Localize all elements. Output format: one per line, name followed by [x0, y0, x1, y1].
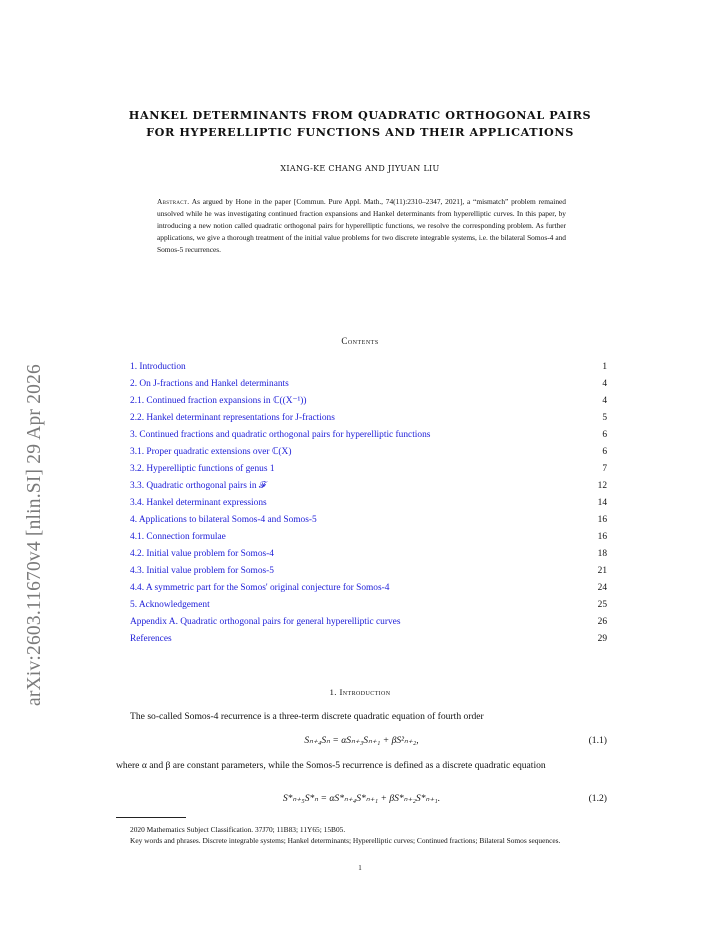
toc-page-number: 5: [602, 413, 607, 423]
paper-title-line-1: HANKEL DETERMINANTS FROM QUADRATIC ORTHOGONAL PAIRS: [128, 108, 592, 122]
intro-paragraph-1: The so-called Somos-4 recurrence is a three-term discrete quadratic equation of fourth order: [130, 711, 484, 722]
toc-entry-link[interactable]: 5. Acknowledgement: [130, 600, 210, 610]
abstract-text: As argued by Hone in the paper [Commun. Pure Appl. Math., 74(11):2310–2347, 2021], a “mismatch” problem remained unsolved while he was investigating continued fraction expansions and Hankel determinants from hyperelliptic curves. In this paper, by introducing a new notion called quadratic orthogonal pairs for hyperelliptic functions, we resolve the corresponding problem. As further applications, we give a thorough treatment of the initial value problems for two discrete integrable systems, i.e. the bilateral Somos-4 and Somos-5 recurrences.: [157, 197, 566, 254]
toc-entry[interactable]: [130, 444, 607, 461]
toc-entry[interactable]: [130, 393, 607, 410]
abstract-label: Abstract.: [157, 197, 190, 206]
toc-entry-link[interactable]: 4.4. A symmetric part for the Somos' original conjecture for Somos-4: [130, 583, 390, 593]
toc-entry[interactable]: [130, 546, 607, 563]
equation-number: (1.1): [588, 735, 607, 746]
toc-entry[interactable]: [130, 410, 607, 427]
toc-entry-link[interactable]: 4.2. Initial value problem for Somos-4: [130, 549, 274, 559]
equation-number: (1.2): [588, 793, 607, 804]
toc-entry[interactable]: [130, 597, 607, 614]
arxiv-id-text: arXiv:2603.11670v4 [nlin.SI] 29 Apr 2026: [24, 363, 45, 706]
toc-entry-link[interactable]: 1. Introduction: [130, 362, 186, 372]
equation-formula: S*ₙ₊₅S*ₙ = αS*ₙ₊₄S*ₙ₊₁ + βS*ₙ₊₂S*ₙ₊₁.: [282, 793, 441, 804]
toc-page-number: 6: [602, 447, 607, 457]
toc-page-number: 26: [597, 617, 607, 627]
toc-entry-link[interactable]: 2. On J-fractions and Hankel determinants: [130, 379, 289, 389]
toc-page-number: 4: [602, 396, 607, 406]
toc-page-number: 7: [602, 464, 607, 474]
toc-entry-link[interactable]: 4. Applications to bilateral Somos-4 and Somos-5: [130, 515, 317, 525]
toc-page-number: 16: [597, 515, 607, 525]
equation-formula: Sₙ₊₄Sₙ = αSₙ₊₃Sₙ₊₁ + βS²ₙ₊₂,: [304, 735, 419, 746]
toc-entry-link[interactable]: 3. Continued fractions and quadratic orthogonal pairs for hyperelliptic functions: [130, 430, 431, 440]
footnote-keywords: Key words and phrases. Discrete integrable systems; Hankel determinants; Hyperelliptic curves; Continued fractions; Bilateral Somos sequences.: [130, 836, 561, 845]
equation-1-2: [116, 793, 607, 809]
footnote-rule: [116, 817, 186, 818]
toc-page-number: 24: [597, 583, 607, 593]
toc-entry[interactable]: [130, 580, 607, 597]
contents-heading: Contents: [341, 336, 379, 346]
toc-entry-link[interactable]: 3.3. Quadratic orthogonal pairs in 𝓕: [130, 481, 266, 491]
toc-page-number: 1: [602, 362, 607, 372]
toc-page-number: 4: [602, 379, 607, 389]
toc-entry[interactable]: [130, 529, 607, 546]
authors: XIANG-KE CHANG AND JIYUAN LIU: [280, 164, 440, 173]
toc-entry-link[interactable]: References: [130, 634, 172, 644]
toc-page-number: 12: [597, 481, 607, 491]
equation-1-1: [116, 735, 607, 751]
toc-page-number: 14: [597, 498, 607, 508]
toc-entry[interactable]: [130, 563, 607, 580]
toc-entry[interactable]: [130, 512, 607, 529]
page-number: 1: [358, 864, 362, 872]
toc-page-number: 6: [602, 430, 607, 440]
toc-entry[interactable]: [130, 631, 607, 648]
footnote-msc: 2020 Mathematics Subject Classification. 37J70; 11B83; 11Y65; 15B05.: [130, 825, 346, 834]
toc-page-number: 21: [597, 566, 607, 576]
toc-entry-link[interactable]: Appendix A. Quadratic orthogonal pairs for general hyperelliptic curves: [130, 617, 401, 627]
toc-page-number: 18: [597, 549, 607, 559]
intro-paragraph-2: where α and β are constant parameters, while the Somos-5 recurrence is defined as a discrete quadratic equation: [116, 760, 546, 771]
toc-entry-link[interactable]: 2.1. Continued fraction expansions in ℂ((X⁻¹)): [130, 396, 307, 406]
toc-entry[interactable]: [130, 461, 607, 478]
paper-title-line-2: FOR HYPERELLIPTIC FUNCTIONS AND THEIR APPLICATIONS: [146, 125, 574, 139]
toc-page-number: 16: [597, 532, 607, 542]
section-heading: [0, 687, 720, 697]
toc-entry[interactable]: [130, 376, 607, 393]
section-title: Introduction: [339, 687, 391, 697]
toc-entry[interactable]: [130, 478, 607, 495]
toc-page-number: 25: [597, 600, 607, 610]
toc-entry[interactable]: [130, 427, 607, 444]
toc-entry-link[interactable]: 3.1. Proper quadratic extensions over ℂ(X): [130, 447, 292, 457]
abstract: [157, 196, 566, 256]
toc-entry[interactable]: [130, 614, 607, 631]
toc-entry-link[interactable]: 4.1. Connection formulae: [130, 532, 226, 542]
toc-entry-link[interactable]: 3.2. Hyperelliptic functions of genus 1: [130, 464, 275, 474]
toc-entry-link[interactable]: 4.3. Initial value problem for Somos-5: [130, 566, 274, 576]
toc-entry[interactable]: [130, 359, 607, 376]
section-number: 1.: [329, 687, 337, 697]
toc-entry-link[interactable]: 2.2. Hankel determinant representations for J-fractions: [130, 413, 335, 423]
toc-entry-link[interactable]: 3.4. Hankel determinant expressions: [130, 498, 267, 508]
toc-page-number: 29: [597, 634, 607, 644]
table-of-contents: [130, 359, 607, 648]
toc-entry[interactable]: [130, 495, 607, 512]
